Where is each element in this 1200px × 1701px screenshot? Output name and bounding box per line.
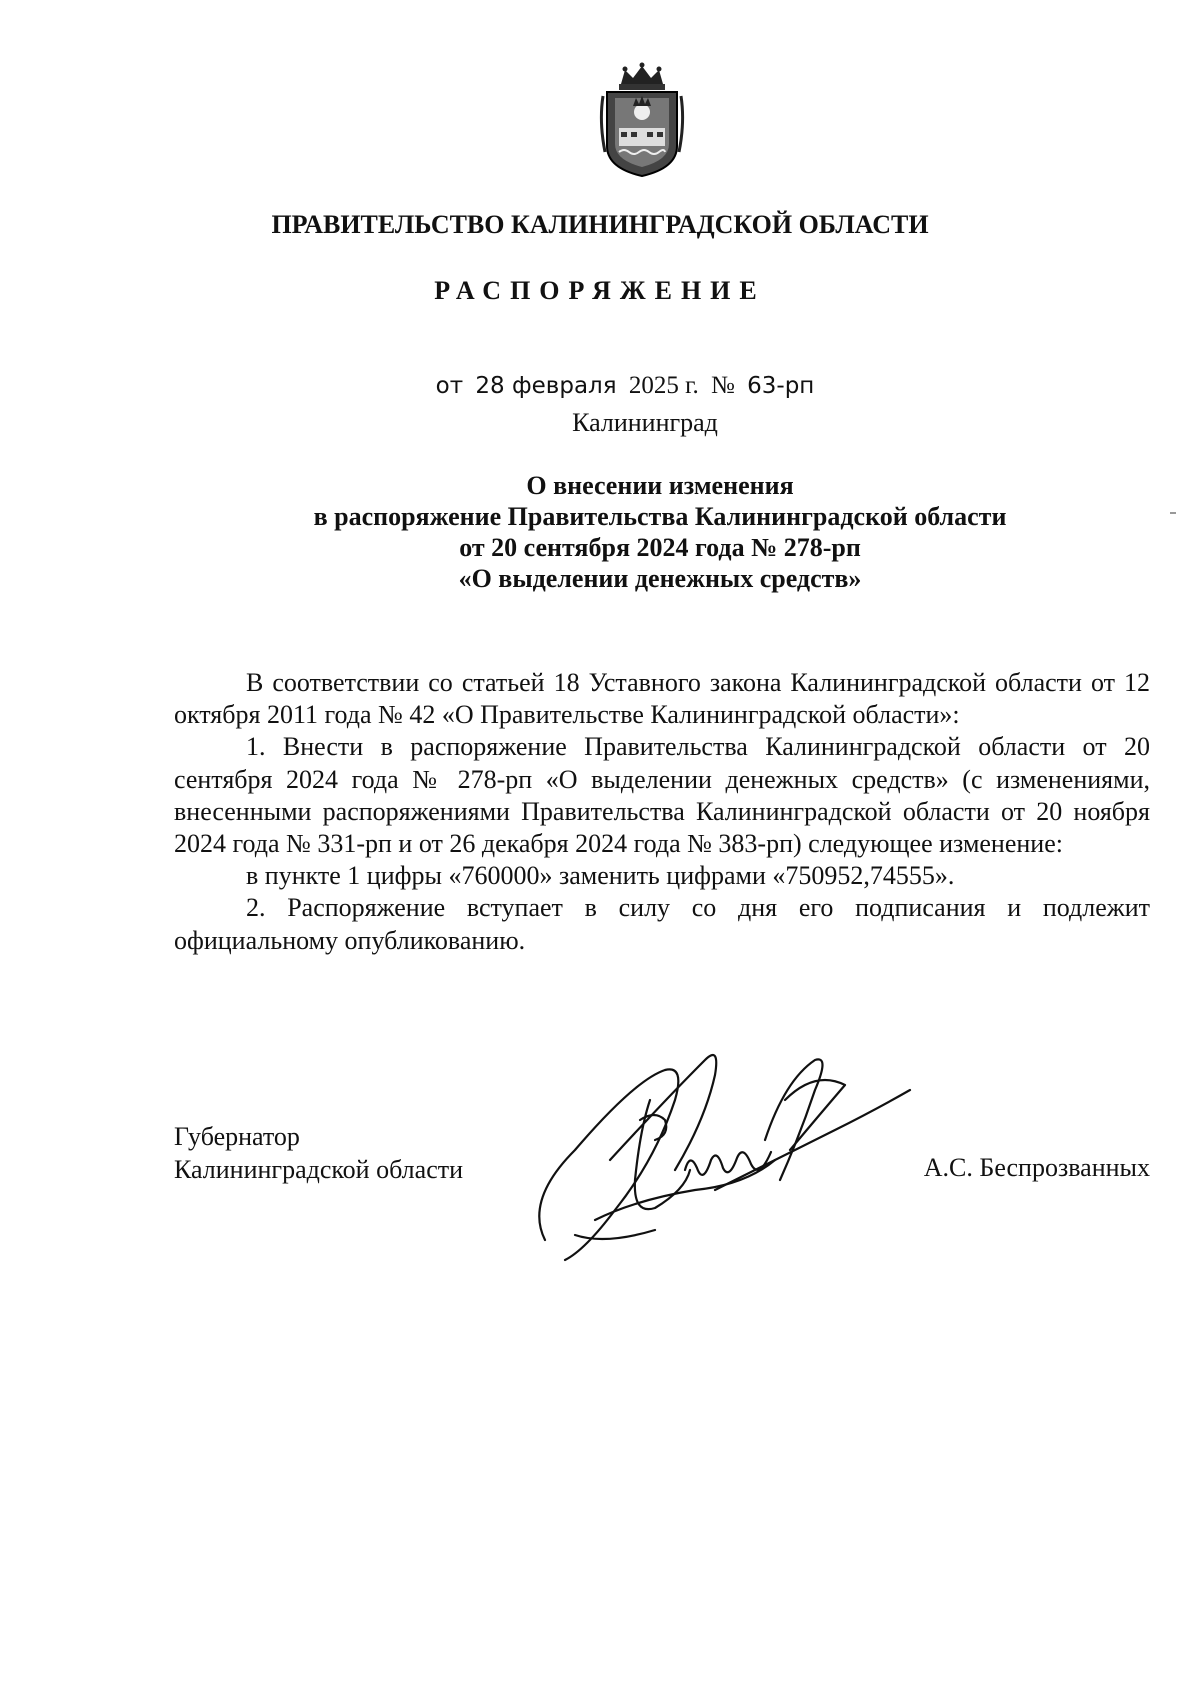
- dateline: [0, 372, 1200, 400]
- coat-of-arms-icon: [595, 62, 689, 180]
- margin-mark: [1170, 512, 1176, 514]
- document-type-heading: РАСПОРЯЖЕНИЕ: [434, 276, 766, 305]
- date-prefix: от: [435, 373, 464, 399]
- item-2-paragraph: 2. Распоряжение вступает в силу со дня его подписания и подлежит официальному опубликованию.: [174, 893, 1150, 955]
- signer-title-line: Калининградской области: [174, 1155, 464, 1184]
- number-sign: №: [711, 372, 735, 399]
- document-year: 2025 г.: [628, 372, 699, 399]
- subject-line: «О выделении денежных средств»: [458, 564, 862, 593]
- signer-name: А.С. Беспрозванных: [923, 1153, 1150, 1182]
- document-body: [174, 667, 1150, 957]
- signer-position: [174, 1120, 463, 1186]
- document-number: 63-рп: [747, 373, 815, 399]
- subject-line: О внесении изменения: [526, 471, 794, 500]
- signer-title-line: Губернатор: [174, 1122, 300, 1151]
- document-date: 28 февраля: [475, 373, 617, 399]
- item-1-change-paragraph: в пункте 1 цифры «760000» заменить цифрами «750952,74555».: [246, 861, 955, 891]
- document-subject: [200, 470, 1120, 594]
- item-1-paragraph: 1. Внести в распоряжение Правительства Калининградской области от 20 сентября 2024 года № 278-рп «О выделении денежных средств» (с изменениями, внесенными распоряжениями Правительства Калининградской области от 20 ноября 2024 года № 331-рп и от 26 декабря 2024 года № 383-рп) следующее изменение:: [174, 732, 1150, 859]
- document-city: Калининград: [572, 408, 718, 437]
- handwritten-signature-icon: [515, 1040, 920, 1290]
- subject-line: в распоряжение Правительства Калининградской области: [313, 502, 1007, 531]
- preamble-paragraph: В соответствии со статьей 18 Уставного закона Калининградской области от 12 октября 2011 года № 42 «О Правительстве Калининградской области»:: [174, 668, 1150, 730]
- subject-line: от 20 сентября 2024 года № 278-рп: [459, 533, 861, 562]
- organization-title: ПРАВИТЕЛЬСТВО КАЛИНИНГРАДСКОЙ ОБЛАСТИ: [271, 210, 929, 239]
